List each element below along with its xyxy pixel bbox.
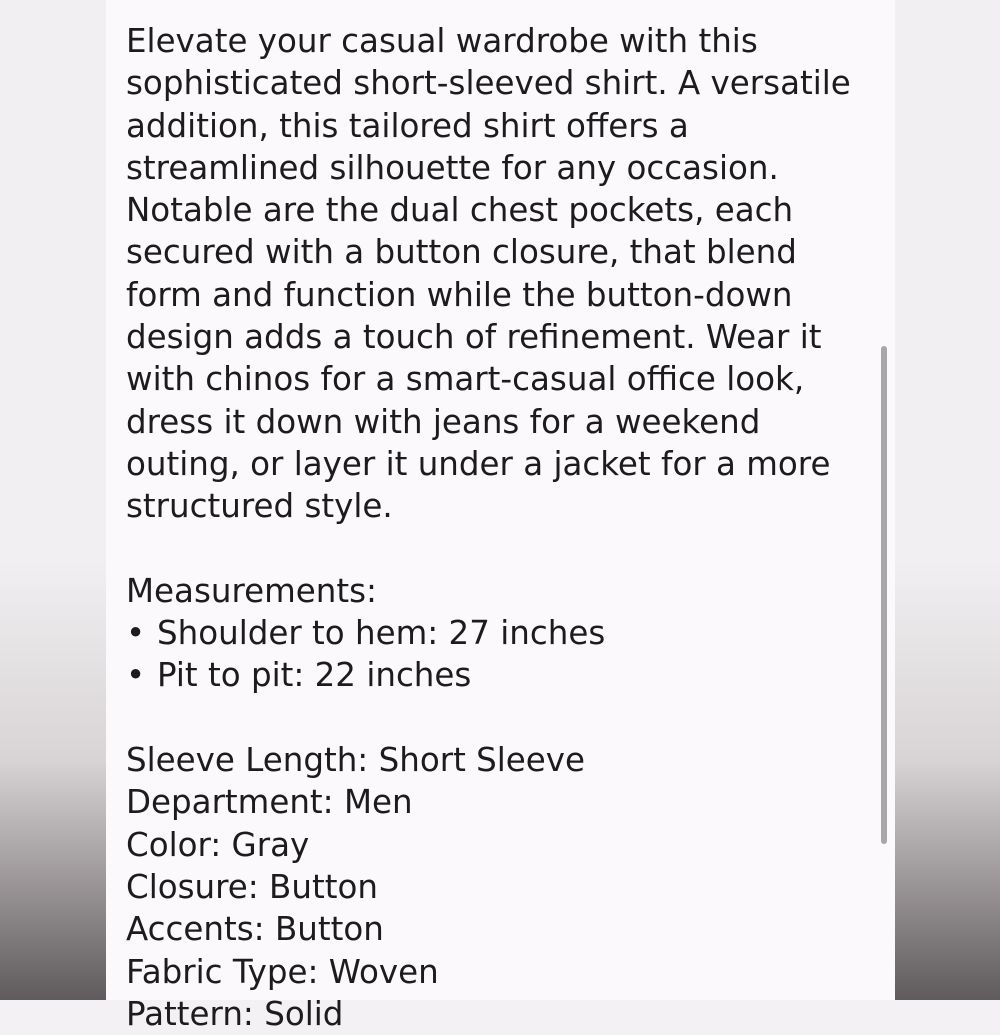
attribute-pattern: Pattern: Solid [126, 994, 344, 1033]
measurement-text: Shoulder to hem: 27 inches [157, 614, 606, 653]
description-paragraph: Elevate your casual wardrobe with this sophisticated short-sleeved shirt. A versatile addition, this tailored shirt offers a streamlined silhouette for any occasion. Notable are the dual chest pockets, each secured with a button closure, that blend form and function while the button-down design adds a touch of refinement. Wear it with chinos for a smart-casual office look, dress it down with jeans for a weekend outing, or layer it under a jacket for a more structured style. [126, 22, 851, 526]
measurement-text: Pit to pit: 22 inches [157, 656, 472, 695]
description-content [126, 20, 881, 1035]
bullet: • [126, 656, 146, 695]
attribute-sleeve-length: Sleeve Length: Short Sleeve [126, 741, 586, 780]
attribute-accents: Accents: Button [126, 910, 384, 949]
scrollbar-thumb[interactable] [881, 346, 887, 844]
attribute-fabric-type: Fabric Type: Woven [126, 952, 439, 991]
attribute-closure: Closure: Button [126, 867, 378, 906]
left-backdrop [0, 0, 106, 1000]
measurement-item [126, 654, 881, 696]
measurement-item [126, 612, 881, 654]
attribute-color: Color: Gray [126, 825, 310, 864]
measurements-heading: Measurements: [126, 571, 378, 610]
bullet: • [126, 614, 146, 653]
description-panel[interactable] [106, 0, 895, 1033]
spacer [126, 697, 881, 739]
spacer [126, 528, 881, 570]
attribute-department: Department: Men [126, 783, 413, 822]
right-backdrop [895, 0, 1000, 1000]
